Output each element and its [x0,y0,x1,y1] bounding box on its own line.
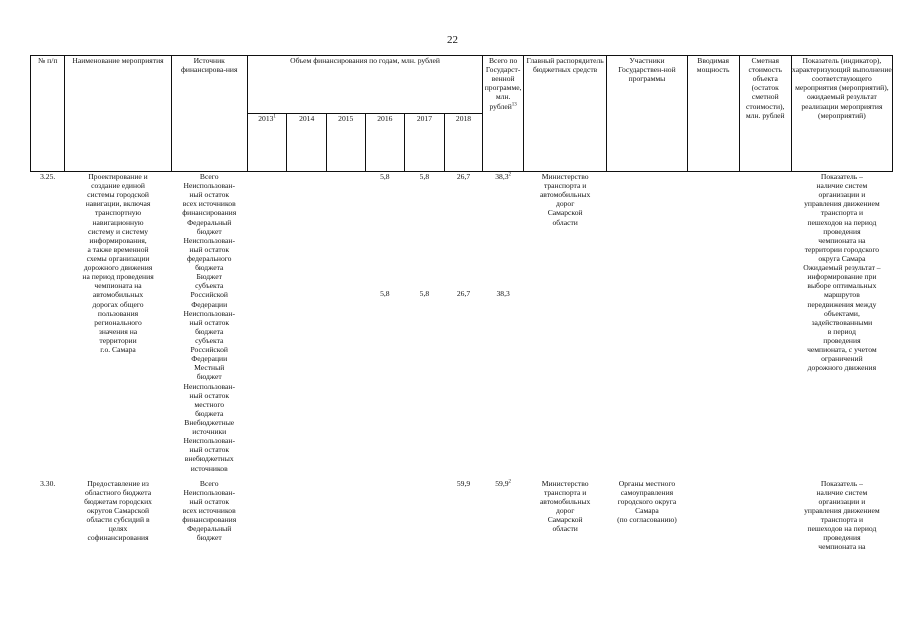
funding-source-line: Федеральный [187,217,232,227]
funding-source-line: ный остаток [189,390,230,400]
indicator-line: чемпионата на [818,542,866,552]
indicator-text [791,172,892,473]
funding-source-line: бюджета [195,263,224,273]
indicator-line: Показатель – [820,172,863,181]
funding-source-line: Местный [194,363,225,373]
funding-source-line: ный остаток [189,190,230,200]
cost-cell [739,479,791,552]
funding-source-line: ный остаток [189,317,230,327]
funding-source-line: Неиспользован- [183,181,235,191]
indicator-line: проведения [823,226,861,236]
measure-name-line: целях [108,524,128,534]
value-2018: 26,7 26,7 [456,172,471,299]
funding-source-line: источников [190,463,228,473]
indicator-line: наличие систем [816,487,868,497]
budget-manager-line: дорог [555,199,575,209]
measure-name-line: области субсидий в [86,515,150,525]
indicator-text [791,479,892,552]
indicator-line: территории городского [804,244,880,254]
indicator-line: пешеходов на период [807,524,877,534]
value-total: 38,3$^2$ 38,3 [495,172,512,299]
funding-source-line: ный остаток [189,496,230,506]
header-cost: Сметная стоимость объекта (остаток сметной стоимости), млн. рублей [739,56,791,172]
header-indicator: Показатель (индикатор), характеризующий выполнение соответствующего мероприятия (мероприятий), ожидаемый результат реализации мероприятия (мероприятий) [791,56,892,172]
value-total: 59,9$^2$ [495,478,512,488]
measure-name-line: значения на [98,326,138,336]
budget-manager [523,479,606,552]
participant-line: самоуправления [620,487,674,497]
financing-table [30,55,893,551]
budget-manager-line: автомобильных [539,190,591,200]
measure-name-line: Проектирование и [88,172,148,181]
budget-manager-line: Министерство [541,172,589,181]
funding-source-line: субъекта [195,281,224,291]
header-year-2017: 2017 [405,114,445,172]
measure-name-line: транспортную [94,208,142,218]
measure-name-line: чемпионата на [94,281,142,291]
header-num: № п/п [31,56,65,172]
indicator-line: чемпионата на [818,235,866,245]
indicator-line: дорожного движения [807,363,877,373]
funding-source-line: Неиспользован- [183,436,235,446]
measure-name-line: пользования [97,308,139,318]
indicator-line: ограничений [821,354,863,364]
value-2013 [247,172,287,473]
header-year-2015: 2015 [326,114,365,172]
measure-name-line: информирования, [89,235,147,245]
funding-source-list [171,172,247,473]
header-manager: Главный распорядитель бюджетных средств [523,56,606,172]
participant-line: Самара [635,505,659,515]
indicator-line: выборе оптимальных [807,281,877,291]
funding-source-line: всех источников [182,505,236,515]
indicator-line: наличие систем [816,181,868,191]
funding-source-line: Неиспользован- [183,487,235,497]
indicator-line: управления движением [804,199,880,209]
funding-source-line: Федерации [191,354,228,364]
funding-source-line: бюджета [195,326,224,336]
measure-name-line: создание единой [91,181,145,191]
header-participants: Участники Государствен-ной программы [607,56,687,172]
measure-name-line: схемы организации [86,253,150,263]
budget-manager-line: Министерство [541,478,589,488]
indicator-line: проведения [823,335,861,345]
value-2014 [287,172,327,473]
indicator-line: организации и [818,496,866,506]
funding-source-line: Федерации [191,299,228,309]
value-2016 [365,479,405,552]
indicator-line: организации и [818,190,866,200]
funding-source-line: Бюджет [196,272,222,282]
header-name: Наименование мероприятия [65,56,171,172]
funding-source-line: бюджет [196,226,222,236]
funding-source-line: внебюджетных [184,454,234,464]
funding-source-line: всех источников [182,199,236,209]
measure-name-line: навигационную [92,217,144,227]
funding-source-line: ный остаток [189,445,230,455]
indicator-line: передвижения между [807,299,877,309]
funding-source-line: ный остаток [189,244,230,254]
indicator-line: маршрутов [823,290,860,300]
budget-manager-line: области [552,217,578,227]
funding-source-line: финансирования [182,515,237,525]
participant-line: Органы местного [618,478,676,488]
measure-name-line: бюджетам городских [84,496,152,506]
header-capacity: Вводимая мощность [687,56,739,172]
indicator-line: Показатель – [820,478,863,488]
funding-source-line: Российской [190,345,228,355]
indicator-line: задействованными [811,317,873,327]
cost-cell [739,172,791,473]
budget-manager-line: транспорта и [543,181,587,191]
row-number: 3.25. [40,172,56,181]
funding-source-line: Всего [199,172,219,181]
table-row [31,479,893,552]
header-source: Источник финансирова-ния [171,56,247,172]
funding-source-line: бюджет [196,372,222,382]
measure-name-line: а также временной [87,244,149,254]
funding-source-line: Федеральный [187,524,232,534]
measure-name-line: софинансирования [87,533,149,543]
header-total: Всего по Государст-венной программе, млн. рублей$^{13}$ [483,56,524,172]
value-2017: 5,8 5,8 [419,172,430,299]
funding-source-line: Неиспользован- [183,381,235,391]
value-2015 [326,479,365,552]
measure-name [65,479,171,552]
measure-name-line: регионального [94,317,142,327]
participant-line: (по согласованию) [617,515,677,525]
indicator-line: проведения [823,533,861,543]
budget-manager-line: Самарской [547,515,583,525]
funding-source-line: субъекта [195,335,224,345]
indicator-line: транспорта и [820,515,864,525]
funding-source-line: Всего [199,478,219,488]
budget-manager-line: автомобильных [539,496,591,506]
budget-manager-line: дорог [555,505,575,515]
value-2018: 59,9 [456,478,471,488]
page-number: 22 [447,34,458,46]
header-year-2018: 2018 [444,114,483,172]
capacity-cell [687,172,739,473]
capacity-cell [687,479,739,552]
measure-name-line: автомобильных [92,290,144,300]
measure-name-line: областного бюджета [84,487,152,497]
budget-manager-line: Самарской [547,208,583,218]
budget-manager-line: транспорта и [543,487,587,497]
program-participants [607,479,687,552]
table-row [31,172,893,473]
measure-name-line: г.о. Самара [100,345,136,355]
program-participants [607,172,687,473]
measure-name-line: округов Самарской [87,505,150,515]
indicator-line: округа Самара [818,253,866,263]
measure-name [65,172,171,473]
header-year-2013: 2013$^1$ [247,114,287,172]
indicator-line: чемпионата, с учетом [807,345,877,355]
header-year-2016: 2016 [365,114,405,172]
measure-name-line: дорожного движения [83,263,153,273]
funding-source-line: бюджета [195,408,224,418]
indicator-line: информирование при [807,272,877,282]
budget-manager [523,172,606,473]
funding-source-line: источники [192,427,227,437]
budget-manager-line: области [552,524,578,534]
funding-source-line: местного [194,399,225,409]
funding-source-line: Российской [190,290,228,300]
funding-source-line: Неиспользован- [183,235,235,245]
header-funding: Объем финансирования по годам, млн. рублей [247,56,483,114]
value-2017 [405,479,445,552]
indicator-line: объектами, [823,308,860,318]
value-2016: 5,8 5,8 [380,172,390,299]
indicator-line: пешеходов на период [807,217,877,227]
measure-name-line: систему и систему [88,226,149,236]
measure-name-line: на период проведения [82,272,154,282]
value-2013 [247,479,287,552]
indicator-line: в период [827,326,857,336]
value-2015 [326,172,365,473]
funding-source-list [171,479,247,552]
measure-name-line: дорогах общего [92,299,144,309]
funding-source-line: финансирования [182,208,237,218]
indicator-line: управления движением [804,505,880,515]
value-2014 [287,479,327,552]
funding-source-line: Внебюджетные [184,417,235,427]
measure-name-line: навигации, включая [85,199,151,209]
indicator-line: Ожидаемый результат – [803,263,881,273]
row-number: 3.30. [40,478,56,488]
funding-source-line: бюджет [196,533,222,543]
funding-source-line: федерального [186,253,232,263]
measure-name-line: Предоставление из [87,478,149,488]
funding-source-line: Неиспользован- [183,308,235,318]
header-year-2014: 2014 [287,114,327,172]
measure-name-line: системы городской [87,190,149,200]
participant-line: городского округа [617,496,677,506]
indicator-line: транспорта и [820,208,864,218]
measure-name-line: территории [99,335,137,345]
